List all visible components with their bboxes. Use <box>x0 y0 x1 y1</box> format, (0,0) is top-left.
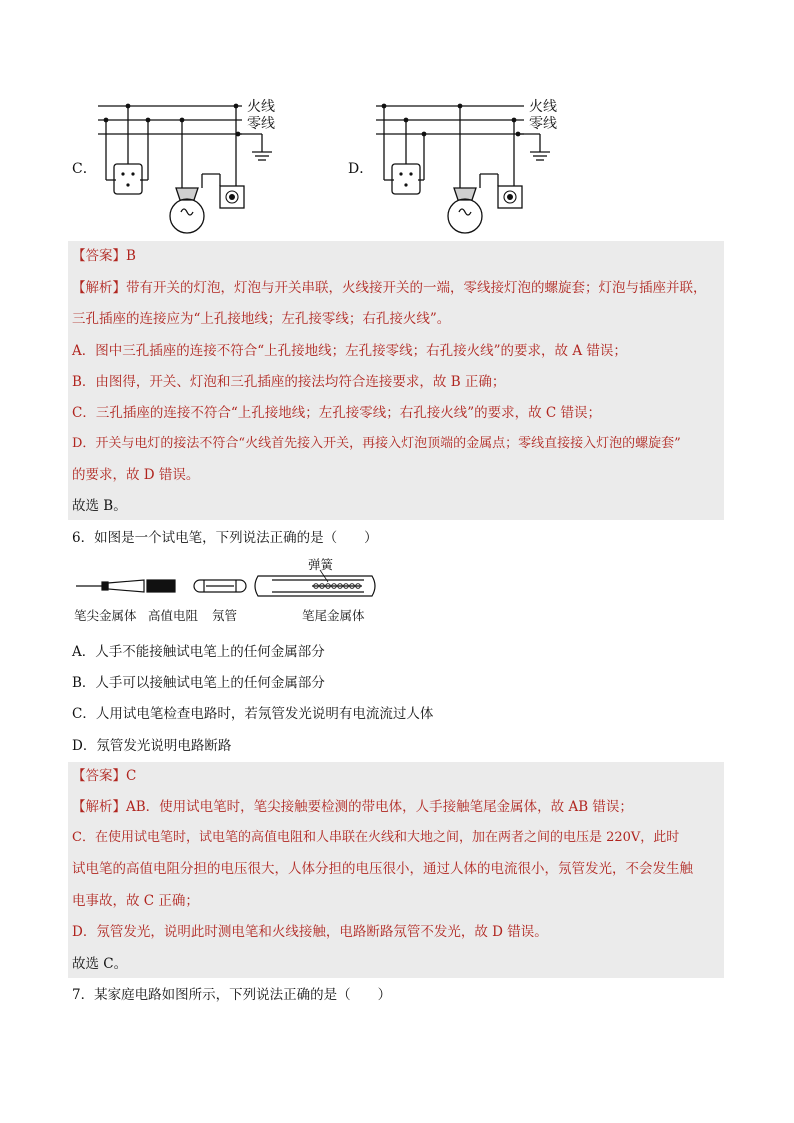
q6-choose: 故选 C。 <box>72 956 128 972</box>
q5-analysis-b: B．由图得，开关、灯泡和三孔插座的接法均符合连接要求，故 B 正确； <box>72 374 506 390</box>
answer-value: C <box>126 768 137 784</box>
diagram-c <box>60 92 310 242</box>
q6-analysis-c-3: 电事故，故 C 正确； <box>72 893 199 909</box>
spring-label: 弹簧 <box>308 557 334 572</box>
q5-analysis-c: C．三孔插座的连接不符合“上孔接地线；左孔接零线；右孔接火线”的要求，故 C 错误； <box>72 405 602 421</box>
q5-choose: 故选 B。 <box>72 498 127 514</box>
q6-analysis-line-1: 【解析】AB．使用试电笔时，笔尖接触要检测的带电体，人手接触笔尾金属体，故 AB 错误； <box>72 799 633 815</box>
diagram-d <box>338 92 588 242</box>
q6-option-c: C．人用试电笔检查电路时，若氖管发光说明有电流流过人体 <box>72 706 434 722</box>
answer-tag: 【答案】 <box>72 768 126 784</box>
resistor-label: 高值电阻 <box>148 608 199 623</box>
q6-stem: 6．如图是一个试电笔，下列说法正确的是（ ） <box>72 530 378 546</box>
neon-label: 氖管 <box>212 608 238 623</box>
answer-tag: 【答案】 <box>72 248 126 264</box>
test-pen-figure <box>72 556 382 628</box>
q5-analysis-line-1: 【解析】带有开关的灯泡，灯泡与开关串联，火线接开关的一端，零线接灯泡的螺旋套；灯泡与插座并联， <box>72 280 707 296</box>
q6-analysis-c-2: 试电笔的高值电阻分担的电压很大，人体分担的电压很小，通过人体的电流很小，氖管发光，不会发生触 <box>72 861 693 877</box>
q6-option-d: D．氖管发光说明电路断路 <box>72 738 232 754</box>
option-c-label: C． <box>72 161 97 177</box>
q6-answer-line <box>72 766 136 786</box>
q6-analysis-c-1: C．在使用试电笔时，试电笔的高值电阻和人串联在火线和大地之间，加在两者之间的电压是 220V，此时 <box>72 830 680 845</box>
q5-analysis-d-1: D．开关与电灯的接法不符合“火线首先接入开关，再接入灯泡顶端的金属点；零线直接接入灯泡的螺旋套” <box>72 436 681 451</box>
q5-analysis-a: A．图中三孔插座的连接不符合“上孔接地线；左孔接零线；右孔接火线”的要求，故 A 错误； <box>72 343 627 359</box>
neutral-wire-label-d: 零线 <box>529 116 557 132</box>
q7-stem: 7．某家庭电路如图所示，下列说法正确的是（ ） <box>72 987 392 1003</box>
q5-analysis-d-2: 的要求，故 D 错误。 <box>72 467 200 483</box>
neutral-wire-label-c: 零线 <box>247 116 275 132</box>
q6-option-b: B．人手可以接触试电笔上的任何金属部分 <box>72 675 325 691</box>
tail-label: 笔尾金属体 <box>302 608 365 623</box>
analysis-tag: 【解析】 <box>72 799 126 815</box>
answer-value: B <box>126 248 136 264</box>
live-wire-label-c: 火线 <box>247 99 275 115</box>
live-wire-label-d: 火线 <box>529 99 557 115</box>
option-d-label: D． <box>348 161 374 177</box>
q5-analysis-line-2: 三孔插座的连接应为“上孔接地线；左孔接零线；右孔接火线”。 <box>72 311 451 327</box>
q6-option-a: A．人手不能接触试电笔上的任何金属部分 <box>72 644 325 660</box>
tip-label: 笔尖金属体 <box>74 608 137 623</box>
q5-answer-line <box>72 246 136 266</box>
analysis-tag: 【解析】 <box>72 280 126 296</box>
q6-analysis-d: D．氖管发光，说明此时测电笔和火线接触，电路断路氖管不发光，故 D 错误。 <box>72 924 548 940</box>
